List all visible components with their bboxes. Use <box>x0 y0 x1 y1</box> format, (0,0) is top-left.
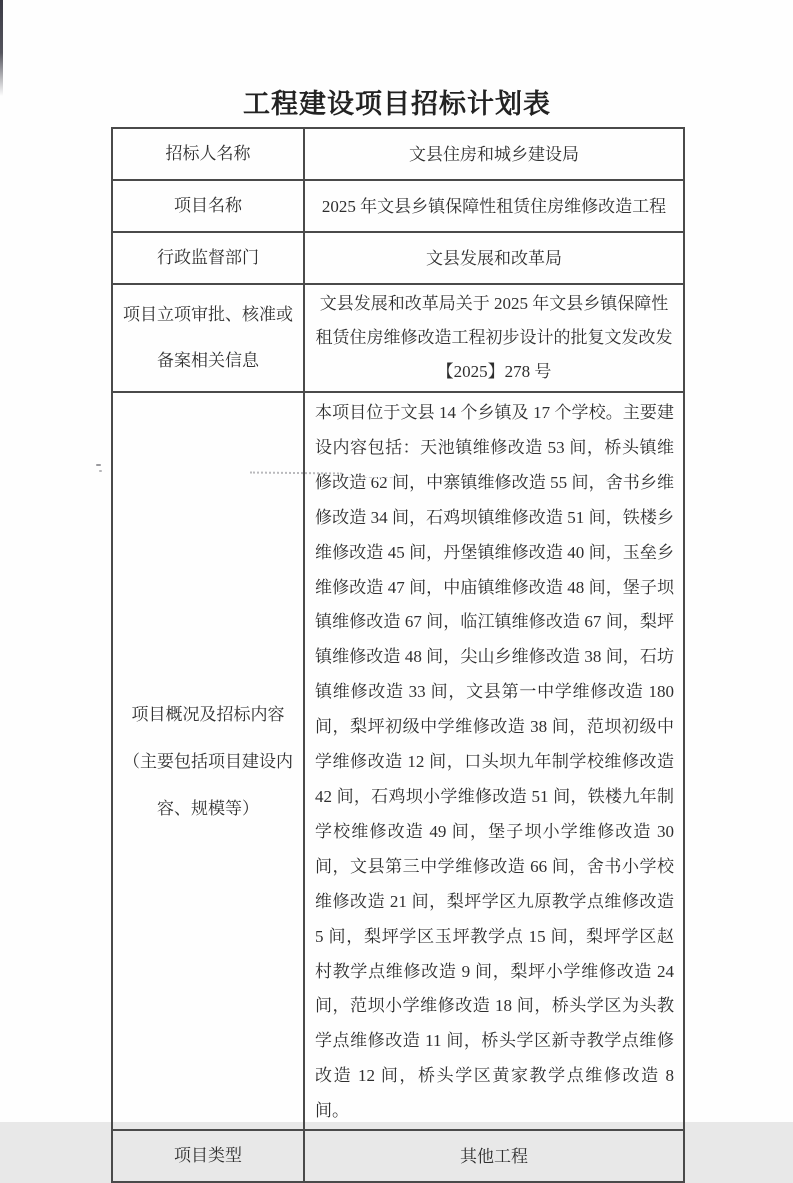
table-row-supervising-department <box>112 232 684 284</box>
table-row-project-overview <box>112 392 684 1130</box>
scan-artifact-speck <box>96 464 101 466</box>
table-row-bidder-name <box>112 128 684 180</box>
bidding-plan-table <box>111 127 685 1183</box>
row-label-approval-info: 项目立项审批、核准或备案相关信息 <box>112 284 304 392</box>
row-value-supervising-department: 文县发展和改革局 <box>304 232 684 284</box>
table-row-approval-info <box>112 284 684 392</box>
row-value-project-overview: 本项目位于文县 14 个乡镇及 17 个学校。主要建设内容包括：天池镇维修改造 53 间，桥头镇维修改造 62 间，中寨镇维修改造 55 间，舍书乡维修改造 34 间，石鸡坝镇维修改造 51 间，铁楼乡维修改造 45 间，丹堡镇维修改造 40 间，玉垒乡维修改造 47 间，中庙镇维修改造 48 间，堡子坝镇维修改造 67 间，临江镇维修改造 67 间，梨坪镇维修改造 48 间，尖山乡维修改造 38 间，石坊镇维修改造 33 间，文县第一中学维修改造 180 间，梨坪初级中学维修改造 38 间，范坝初级中学维修改造 12 间，口头坝九年制学校维修改造 42 间，石鸡坝小学维修改造 51 间，铁楼九年制学校维修改造 49 间，堡子坝小学维修改造 30 间，文县第三中学维修改造 66 间，舍书小学校维修改造 21 间，梨坪学区九原教学点维修改造 5 间，梨坪学区玉坪教学点 15 间，梨坪学区赵村教学点维修改造 9 间，梨坪小学维修改造 24 间，范坝小学维修改造 18 间，桥头学区为头教学点维修改造 11 间，桥头学区新寺教学点维修改造 12 间，桥头学区黄家教学点维修改造 8 间。 <box>304 392 684 1130</box>
row-label-project-type: 项目类型 <box>112 1130 304 1182</box>
row-value-approval-info: 文县发展和改革局关于 2025 年文县乡镇保障性租赁住房维修改造工程初步设计的批复文发改发【2025】278 号 <box>304 284 684 392</box>
row-value-project-type: 其他工程 <box>304 1130 684 1182</box>
table-row-project-name <box>112 180 684 232</box>
row-label-supervising-department: 行政监督部门 <box>112 232 304 284</box>
row-label-bidder-name: 招标人名称 <box>112 128 304 180</box>
row-value-project-name: 2025 年文县乡镇保障性租赁住房维修改造工程 <box>304 180 684 232</box>
scan-artifact-speck <box>99 470 102 472</box>
row-value-bidder-name: 文县住房和城乡建设局 <box>304 128 684 180</box>
table-row-project-type <box>112 1130 684 1182</box>
scan-artifact-edge-strip <box>0 0 3 96</box>
row-label-project-name: 项目名称 <box>112 180 304 232</box>
page-title: 工程建设项目招标计划表 <box>243 89 551 119</box>
row-label-project-overview: 项目概况及招标内容（主要包括项目建设内容、规模等） <box>112 392 304 1130</box>
scan-artifact-faint-smudge <box>348 477 398 478</box>
